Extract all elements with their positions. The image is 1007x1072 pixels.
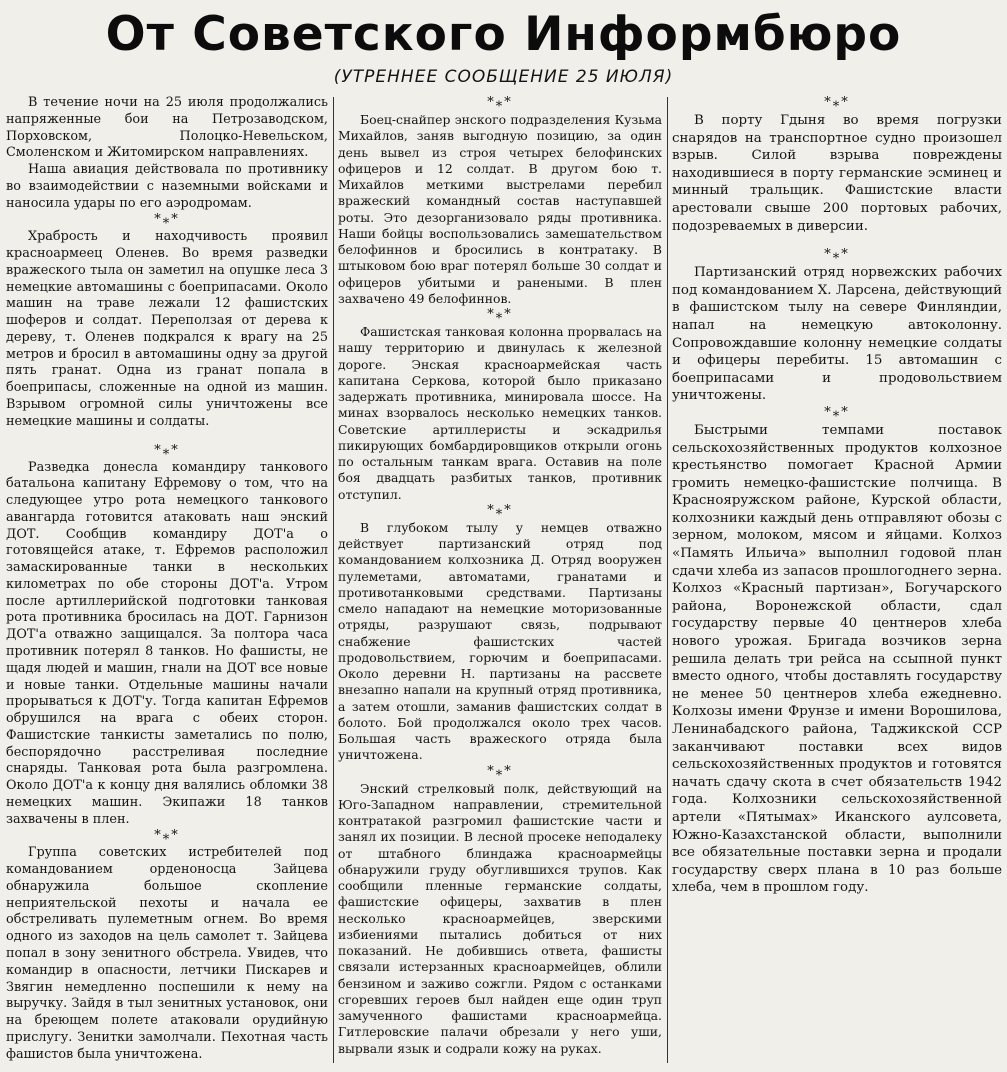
- column-rule: [667, 97, 668, 1063]
- section-separator: *⁎*: [154, 212, 180, 228]
- section-separator: *⁎*: [824, 404, 850, 420]
- section-separator: *⁎*: [487, 95, 513, 110]
- text-columns: [0, 95, 1007, 1069]
- section-separator: *⁎*: [154, 442, 180, 458]
- article-paragraph: В глубоком тылу у немцев отважно действует партизанский отряд под командованием колхозника Д. Отряд вооружен пулеметами, автоматами, гранатами и противотанковыми средствами. Партизаны смело нападают на немецкие моторизованные отряды, разрушают связь, подрывают снабжение фашистских частей продовольствием, горючим и боеприпасами. Около деревни Н. партизаны на рассвете внезапно напали на крупный отряд противника, а затем отошли, заманив фашистских солдат в болото. Бой продолжался около трех часов. Большая часть вражеского отряда была уничтожена.: [338, 519, 662, 763]
- bulletin-subtitle: (УТРЕННЕЕ СООБЩЕНИЕ 25 ИЮЛЯ): [333, 67, 674, 87]
- section-separator: *⁎*: [487, 763, 513, 779]
- section-separator: *⁎*: [487, 502, 513, 518]
- article-paragraph: Наша авиация действовала по противнику во взаимодействии с наземными войсками и наносила удары по его аэродромам.: [6, 162, 328, 211]
- article-paragraph: Разведка донесла командиру танкового батальона капитану Ефремову о том, что на следующее утро рота немецкого танкового авангарда готовится атаковать наш энский ДОТ. Сообщив командиру ДОТ'а о готовящейся атаке, т. Ефремов расположил замаскированные танки в нескольких километрах по обе стороны ДОТ'а. Утром после артиллерийской подготовки танковая рота противника бросилась на ДОТ. Гарнизон ДОТ'а отважно защищался. За полтора часа противник потерял 8 танков. Но фашисты, не щадя людей и машин, гнали на ДОТ все новые и новые танки. Отдельные машины начали прорываться к ДОТ'у. Тогда капитан Ефремов обрушился на врага с обеих сторон. Фашистские танкисты заметались по полю, беспорядочно расстреливая последние снаряды. Танковая рота была разгромлена. Около ДОТ'а к концу дня валялись обломки 38 немецких машин. Экипажи 18 танков захвачены в плен.: [6, 459, 328, 827]
- section-separator: *⁎*: [154, 828, 180, 844]
- section-separator: *⁎*: [824, 95, 850, 110]
- article-paragraph: Быстрыми темпами поставок сельскохозяйственных продуктов колхозное крестьянство помогает Красной Армии громить немецко-фашистские полчища. В Краснояружском районе, Курской области, колхозники каждый день отправляют обозы с зерном, молоком, мясом и яйцами. Колхоз «Память Ильича» выполнил годовой план сдачи хлеба из запасов прошлогоднего зерна. Колхоз «Красный партизан», Богучарского района, Воронежской области, сдал государству первые 40 центнеров хлеба нового урожая. Бригада возчиков зерна решила делать три рейса на ссыпной пункт вместо одного, чтобы доставлять государству не менее 50 центнеров хлеба ежедневно. Колхозы имени Фрунзе и имени Ворошилова, Ленинабадского района, Таджикской ССР заканчивают поставки всех видов сельскохозяйственных продуктов и готовятся начать сдачу скота в счет обязательств 1942 года. Колхозники сельскохозяйственной артели «Пятымах» Иканского аулсовета, Южно-Казахстанской области, выполнили все обязательные поставки зерна и продали государству сверх плана в 10 раз больше хлеба, чем в прошлом году.: [672, 422, 1002, 896]
- article-paragraph: Группа советских истребителей под командованием орденоносца Зайцева обнаружила большое скопление неприятельской пехоты и начала ее обстреливать пулеметным огнем. Во время одного из заходов на цель самолет т. Зайцева попал в зону зенитного обстрела. Увидев, что командир в опасности, летчики Пискарев и Звягин немедленно поспешили к нему на выручку. Зайдя в тыл зенитных установок, они на бреющем полете атаковали орудийную прислугу. Зенитки замолчали. Пехотная часть фашистов была уничтожена.: [6, 845, 328, 1062]
- article-paragraph: Храбрость и находчивость проявил красноармеец Оленев. Во время разведки вражеского тыла он заметил на опушке леса 3 немецкие автомашины с боеприпасами. Около машин на траве лежали 12 фашистских шоферов и солдат. Переползая от дерева к дереву, т. Оленев подкрался к врагу на 25 метров и бросил в автомашины одну за другой пять гранат. Одна из гранат попала в боеприпасы, сложенные на одной из машин. Взрывом огромной силы уничтожены все немецкие машины и солдаты.: [6, 229, 328, 429]
- section-separator: *⁎*: [487, 307, 513, 322]
- column-3: [672, 95, 1002, 1069]
- column-rule: [333, 97, 334, 1063]
- article-paragraph: Боец-снайпер энского подразделения Кузьма Михайлов, заняв выгодную позицию, за один день вывел из строя четырех белофинских офицеров и 12 солдат. В другом бою т. Михайлов меткими выстрелами перебил вражеский командный состав наступавшей роты. Это дезорганизовало ряды противника. Наши бойцы воспользовались замешательством белофиннов и бросились в контратаку. В штыковом бою враг потерял больше 30 солдат и офицеров убитыми и ранеными. В плен захвачено 49 белофиннов.: [338, 112, 662, 306]
- article-paragraph: Партизанский отряд норвежских рабочих под командованием X. Ларсена, действующий в фашистском тылу на севере Финляндии, напал на немецкую автоколонну. Сопровождавшие колонну немецкие солдаты и офицеры перебиты. 15 автомашин с боеприпасами и продовольствием уничтожены.: [672, 265, 1002, 404]
- article-paragraph: Энский стрелковый полк, действующий на Юго-Западном направлении, стремительной контратакой разгромил фашистские части и занял их позиции. В лесной просеке неподалеку от штабного блиндажа красноармейцы обнаружили груду обуглившихся трупов. Как сообщили пленные германские солдаты, фашистские офицеры, захватив в плен несколько красноармейцев, зверскими избиениями пытались добиться от них показаний. Не добившись ответа, фашисты связали истерзанных красноармейцев, облили бензином и заживо сожгли. Рядом с останками сгоревших героев был найден еще один труп замученного фашистами красноармейца. Гитлеровские палачи обрезали у него уши, вырвали язык и содрали кожу на руках.: [338, 780, 662, 1056]
- article-paragraph: В порту Гдыня во время погрузки снарядов на транспортное судно произошел взрыв. Силой взрыва повреждены находившиеся в порту германские эсминец и минный тральщик. Фашистские власти арестовали свыше 200 портовых рабочих, подозреваемых в диверсии.: [672, 113, 1002, 234]
- masthead-title: От Советского Информбюро: [105, 7, 902, 62]
- article-paragraph: Фашистская танковая колонна прорвалась на нашу территорию и двинулась к железной дороге. Энская красноармейская часть капитана Серкова, которой было приказано задержать противника, минировала шоссе. На минах взорвалось несколько немецких танков. Советские артиллеристы и эскадрилья пикирующих бомбардировщиков открыли огонь по остальным танкам врага. Оставив на поле боя двадцать разбитых танков, противник отступил.: [338, 324, 662, 502]
- article-paragraph: В течение ночи на 25 июля продолжались напряженные бои на Петрозаводском, Порховском, Полоцко-Невельском, Смоленском и Житомирском направлениях.: [6, 95, 328, 161]
- column-1: [6, 95, 328, 1069]
- column-2: [338, 95, 662, 1069]
- section-separator: *⁎*: [824, 247, 850, 263]
